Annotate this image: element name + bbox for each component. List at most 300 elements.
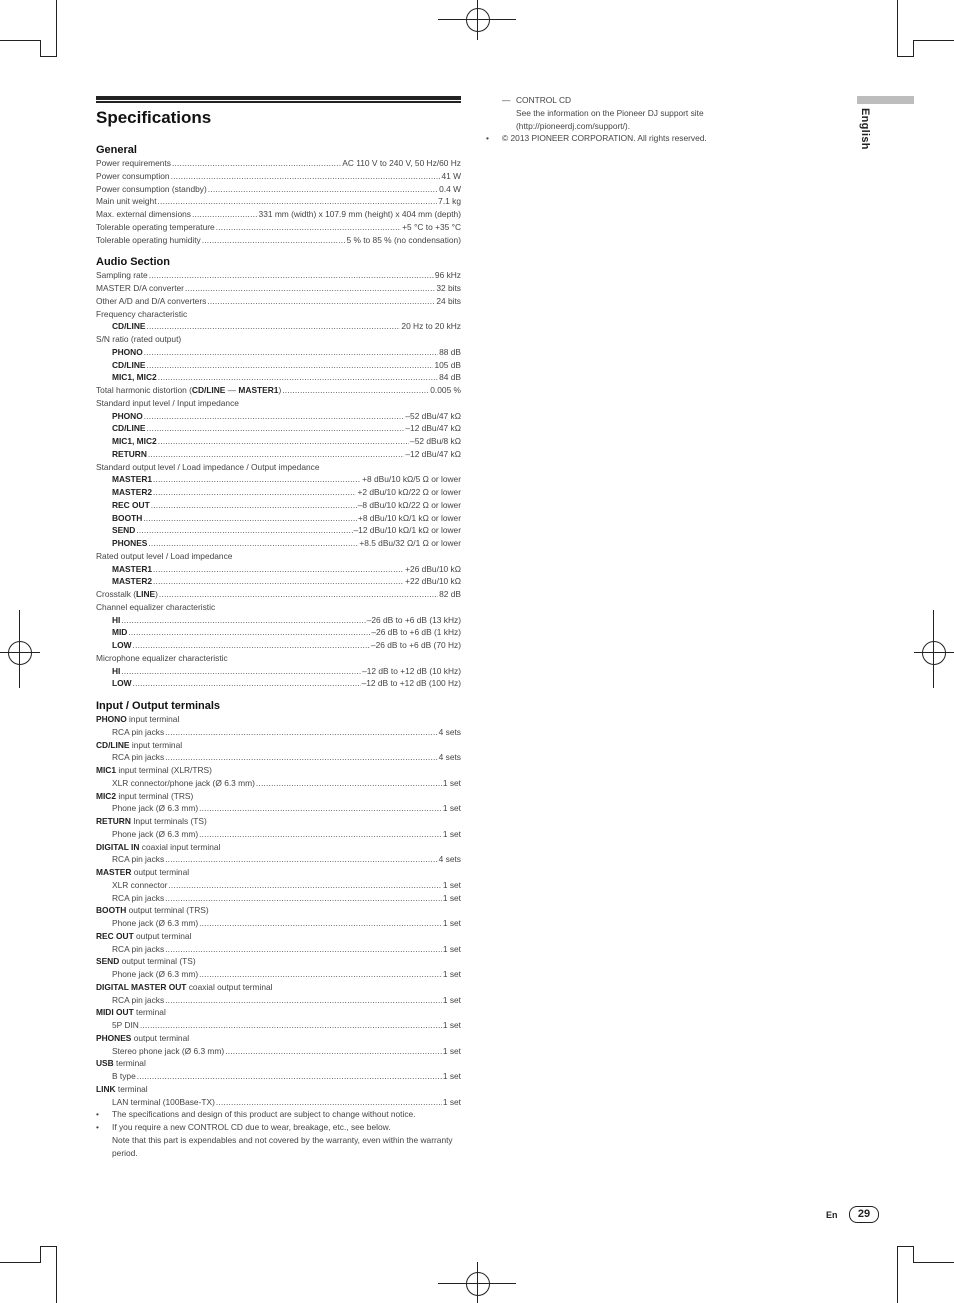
spec-row xyxy=(96,473,461,486)
spec-name: LINK xyxy=(96,1083,116,1094)
spec-label xyxy=(96,295,206,308)
spec-value: 0.005 % xyxy=(430,385,461,395)
leader-dots xyxy=(147,359,434,372)
terminal-label xyxy=(96,790,193,803)
spec-value: +2 dBu/10 kΩ/22 Ω or lower xyxy=(357,487,461,497)
spec-name: PHONO xyxy=(96,714,127,724)
spec-value: 96 kHz xyxy=(434,270,461,281)
spec-value: 1 set xyxy=(442,918,461,928)
spec-row xyxy=(96,320,461,333)
spec-text: LAN terminal (100Base-TX) xyxy=(112,1096,215,1107)
terminal-label xyxy=(96,1006,166,1019)
spec-text: Input terminals (TS) xyxy=(130,816,207,826)
spec-text: RCA pin jacks xyxy=(112,752,165,763)
spec-label xyxy=(112,677,132,690)
spec-text: input terminal xyxy=(129,739,183,750)
spec-label xyxy=(112,726,164,739)
spec-label xyxy=(112,665,120,678)
spec-name: MASTER1 xyxy=(112,474,153,485)
spec-value: –12 dBu/47 kΩ xyxy=(405,448,461,459)
terminal-label xyxy=(96,764,212,777)
spec-label xyxy=(96,183,207,196)
leader-dots xyxy=(143,512,357,525)
leader-dots xyxy=(151,499,357,512)
terminal-name xyxy=(96,841,461,854)
spec-name: REC OUT xyxy=(112,499,150,510)
spec-row xyxy=(96,221,461,234)
leader-dots xyxy=(202,234,346,247)
leader-dots xyxy=(144,346,438,359)
spec-label xyxy=(112,777,255,790)
spec-label xyxy=(96,170,170,183)
spec-row xyxy=(96,677,461,690)
leader-dots xyxy=(165,892,442,905)
spec-value: 32 bits xyxy=(436,283,461,293)
spec-row xyxy=(96,1045,461,1058)
spec-row xyxy=(96,157,461,170)
spec-value: AC 110 V to 240 V, 50 Hz/60 Hz xyxy=(342,158,461,168)
spec-row xyxy=(96,614,461,627)
general-spec-list xyxy=(96,157,461,246)
leader-dots xyxy=(207,295,435,308)
spec-name: BOOTH xyxy=(96,905,127,916)
spec-row xyxy=(96,777,461,790)
spec-label xyxy=(112,614,120,627)
spec-label xyxy=(112,626,127,639)
spec-value: +5 °C to +35 °C xyxy=(402,221,461,232)
spec-text: input terminal (TRS) xyxy=(116,790,194,801)
leader-dots xyxy=(147,422,405,435)
spec-text: output terminal (TRS) xyxy=(126,905,209,916)
note-item: • If you require a new CONTROL CD due to wear, breakage, etc., see below. Note that this part is expendables and not covered by the warranty, even within the warranty period. xyxy=(96,1122,453,1158)
spec-label xyxy=(112,994,164,1007)
spec-value: 7.1 kg xyxy=(438,196,461,207)
terminal-name xyxy=(96,815,461,828)
spec-text: terminal xyxy=(133,1007,166,1018)
spec-label-text: Rated output level / Load impedance xyxy=(96,550,233,561)
leader-dots xyxy=(137,1070,442,1083)
spec-text: coaxial output terminal xyxy=(186,981,273,992)
spec-value: +8.5 dBu/32 Ω/1 Ω or lower xyxy=(359,538,461,548)
spec-name: BOOTH xyxy=(112,512,143,523)
spec-text: Main unit weight xyxy=(96,196,157,207)
spec-row xyxy=(96,512,461,525)
spec-label-text: S/N ratio (rated output) xyxy=(96,334,182,344)
spec-name: SEND xyxy=(112,525,136,536)
terminal-name xyxy=(96,981,461,994)
spec-name: HI xyxy=(112,614,121,625)
spec-label xyxy=(96,588,158,601)
spec-row xyxy=(96,524,461,537)
leader-dots xyxy=(172,157,341,170)
spec-name: CD/LINE xyxy=(112,321,146,332)
spec-value: +26 dBu/10 kΩ xyxy=(405,563,461,574)
spec-label xyxy=(112,1045,224,1058)
spec-label xyxy=(112,575,152,588)
spec-label xyxy=(96,221,215,234)
spec-label xyxy=(112,1019,139,1032)
spec-label xyxy=(112,892,164,905)
spec-row xyxy=(96,208,461,221)
spec-label xyxy=(96,157,171,170)
spec-value: 4 sets xyxy=(438,726,461,737)
leader-dots xyxy=(133,677,361,690)
spec-value: 5 % to 85 % (no condensation) xyxy=(346,234,461,245)
language-label: English xyxy=(859,108,871,150)
spec-name: LINE xyxy=(136,589,156,599)
terminal-label xyxy=(96,1057,146,1070)
leader-dots xyxy=(165,751,438,764)
spec-name: MIC2 xyxy=(96,790,117,801)
spec-value: 88 dB xyxy=(439,346,461,357)
audio-spec-list xyxy=(96,269,461,690)
spec-name: PHONES xyxy=(112,538,148,548)
spec-value: 0.4 W xyxy=(439,183,461,194)
leader-dots xyxy=(216,1096,442,1109)
spec-text: RCA pin jacks xyxy=(112,943,165,954)
spec-label-text: Microphone equalizer characteristic xyxy=(96,652,228,663)
page-number: 29 xyxy=(849,1206,879,1223)
spec-value: 105 dB xyxy=(434,359,461,370)
leader-dots xyxy=(128,626,370,639)
spec-row xyxy=(96,384,461,397)
leader-dots xyxy=(158,195,438,208)
spec-value: 1 set xyxy=(442,1071,461,1081)
specifications-column xyxy=(96,96,461,1159)
leader-dots xyxy=(133,639,370,652)
support-url: (http://pioneerdj.com/support/). xyxy=(516,120,631,131)
spec-label xyxy=(112,968,198,981)
leader-dots xyxy=(199,917,442,930)
terminal-label xyxy=(96,815,207,828)
leader-dots xyxy=(256,777,442,790)
spec-name: CD/LINE xyxy=(96,739,130,750)
spec-row xyxy=(96,828,461,841)
spec-row xyxy=(96,943,461,956)
spec-label-text: Standard output level / Load impedance / Output impedance xyxy=(96,461,320,472)
spec-text: ) xyxy=(278,385,282,395)
spec-text: Tolerable operating humidity xyxy=(96,234,201,245)
spec-row xyxy=(96,994,461,1007)
terminal-name xyxy=(96,930,461,943)
general-heading: General xyxy=(96,144,137,156)
spec-label xyxy=(96,269,148,282)
spec-label xyxy=(112,1070,136,1083)
spec-label xyxy=(96,550,461,563)
leader-dots xyxy=(199,828,442,841)
spec-value: 4 sets xyxy=(438,752,461,763)
spec-label xyxy=(112,943,164,956)
spec-row xyxy=(96,892,461,905)
spec-name: LOW xyxy=(112,640,132,650)
leader-dots xyxy=(153,486,356,499)
leader-dots xyxy=(153,473,361,486)
spec-text: RCA pin jacks xyxy=(112,994,165,1005)
spec-row xyxy=(96,751,461,764)
spec-label xyxy=(96,397,461,410)
spec-text: Stereo phone jack (Ø 6.3 mm) xyxy=(112,1045,225,1056)
spec-text: Power consumption xyxy=(96,170,170,181)
leader-dots xyxy=(149,269,434,282)
language-tab xyxy=(857,96,914,104)
spec-row xyxy=(96,410,461,423)
spec-label xyxy=(112,828,198,841)
spec-label xyxy=(112,359,146,372)
spec-text: Phone jack (Ø 6.3 mm) xyxy=(112,803,199,814)
spec-label xyxy=(112,499,150,512)
spec-row xyxy=(96,917,461,930)
spec-row xyxy=(96,269,461,282)
support-info: See the information on the Pioneer DJ support site xyxy=(516,107,704,118)
spec-text: Tolerable operating temperature xyxy=(96,221,215,232)
terminal-name xyxy=(96,955,461,968)
spec-value: 1 set xyxy=(442,777,461,788)
spec-text: Phone jack (Ø 6.3 mm) xyxy=(112,969,199,979)
spec-row xyxy=(96,282,461,295)
spec-name: PHONO xyxy=(112,346,143,357)
spec-value: –26 dB to +6 dB (1 kHz) xyxy=(371,627,461,638)
spec-text: — xyxy=(225,385,239,395)
leader-dots xyxy=(159,588,438,601)
spec-text: terminal xyxy=(115,1083,148,1094)
spec-label xyxy=(112,853,164,866)
spec-name: RETURN xyxy=(112,448,147,459)
spec-value: 331 mm (width) x 107.9 mm (height) x 404 mm (depth) xyxy=(258,209,461,219)
spec-value: 1 set xyxy=(442,969,461,979)
leader-dots xyxy=(121,614,365,627)
spec-label xyxy=(112,410,143,423)
spec-label xyxy=(112,639,132,652)
spec-text: terminal xyxy=(113,1058,146,1069)
spec-label xyxy=(112,346,143,359)
spec-label xyxy=(112,802,198,815)
spec-value: 1 set xyxy=(442,1020,461,1030)
spec-row xyxy=(96,665,461,678)
terminal-label xyxy=(96,1032,189,1045)
spec-label xyxy=(96,333,461,346)
spec-value: –12 dB to +12 dB (100 Hz) xyxy=(361,678,461,689)
spec-name: RETURN xyxy=(96,816,131,826)
leader-dots xyxy=(208,183,438,196)
leader-dots xyxy=(185,282,435,295)
spec-value: –8 dBu/10 kΩ/22 Ω or lower xyxy=(357,499,461,510)
terminal-name xyxy=(96,1032,461,1045)
leader-dots xyxy=(148,537,358,550)
spec-name: MIDI OUT xyxy=(96,1007,134,1018)
spec-label xyxy=(112,524,135,537)
spec-value: 1 set xyxy=(442,828,461,839)
spec-row xyxy=(96,537,461,550)
spec-row xyxy=(96,234,461,247)
terminal-name xyxy=(96,764,461,777)
spec-label xyxy=(96,195,157,208)
spec-name: DIGITAL IN xyxy=(96,841,140,852)
spec-value: –52 dBu/47 kΩ xyxy=(405,410,461,421)
leader-dots xyxy=(171,170,441,183)
control-cd-item: — CONTROL CD xyxy=(502,95,572,105)
spec-name: MIC1 xyxy=(96,765,117,775)
spec-row xyxy=(96,853,461,866)
spec-text: Other A/D and D/A converters xyxy=(96,295,207,306)
terminal-name xyxy=(96,713,461,726)
spec-row xyxy=(96,435,461,448)
leader-dots xyxy=(153,563,404,576)
leader-dots xyxy=(147,320,401,333)
title-rule xyxy=(96,96,461,101)
spec-name: PHONO xyxy=(112,410,143,421)
leader-dots xyxy=(165,994,442,1007)
spec-row xyxy=(96,371,461,384)
spec-row xyxy=(96,499,461,512)
spec-text: 5P DIN xyxy=(112,1020,139,1030)
spec-name: MASTER1 xyxy=(238,385,279,395)
spec-name: MASTER2 xyxy=(112,487,153,497)
leader-dots xyxy=(153,575,404,588)
spec-text: RCA pin jacks xyxy=(112,726,165,737)
spec-text: Max. external dimensions xyxy=(96,209,191,219)
spec-value: 1 set xyxy=(442,879,461,890)
terminal-label xyxy=(96,866,189,879)
spec-label xyxy=(112,917,198,930)
spec-label xyxy=(112,751,164,764)
spec-name: SEND xyxy=(96,956,120,967)
spec-row xyxy=(96,170,461,183)
spec-row xyxy=(96,588,461,601)
spec-text: output terminal xyxy=(131,1032,190,1043)
leader-dots xyxy=(165,853,438,866)
spec-label xyxy=(112,320,146,333)
spec-row xyxy=(96,1096,461,1109)
spec-text: input terminal (XLR/TRS) xyxy=(116,765,212,775)
spec-label xyxy=(96,384,281,397)
spec-label xyxy=(96,461,461,474)
spec-text: output terminal (TS) xyxy=(119,956,196,967)
spec-row xyxy=(96,422,461,435)
spec-value: +8 dBu/10 kΩ/1 kΩ or lower xyxy=(357,512,461,523)
leader-dots xyxy=(225,1045,442,1058)
spec-text: coaxial input terminal xyxy=(139,841,221,852)
terminal-name xyxy=(96,739,461,752)
spec-row xyxy=(96,879,461,892)
leader-dots xyxy=(136,524,352,537)
spec-name: PHONES xyxy=(96,1032,132,1043)
spec-text: Total harmonic distortion ( xyxy=(96,385,192,395)
terminal-label xyxy=(96,904,209,917)
spec-text: RCA pin jacks xyxy=(112,892,165,903)
spec-value: 4 sets xyxy=(438,854,461,865)
spec-text: XLR connector/phone jack (Ø 6.3 mm) xyxy=(112,777,255,788)
spec-text: B type xyxy=(112,1071,136,1081)
leader-dots xyxy=(158,371,438,384)
leader-dots xyxy=(282,384,429,397)
terminal-name xyxy=(96,1083,461,1096)
spec-text: RCA pin jacks xyxy=(112,854,165,865)
leader-dots xyxy=(199,968,442,981)
note-item: • The specifications and design of this product are subject to change without notice. xyxy=(96,1109,416,1120)
spec-row xyxy=(96,183,461,196)
leader-dots xyxy=(144,410,405,423)
spec-text: Power requirements xyxy=(96,158,171,168)
leader-dots xyxy=(121,665,361,678)
spec-name: CD/LINE xyxy=(191,385,226,395)
spec-value: 1 set xyxy=(442,892,461,903)
copyright: • © 2013 PIONEER CORPORATION. All rights reserved. xyxy=(486,133,707,144)
io-heading: Input / Output terminals xyxy=(96,700,221,712)
spec-name: MASTER xyxy=(96,867,132,877)
spec-value: –26 dB to +6 dB (13 kHz) xyxy=(366,614,461,625)
spec-row xyxy=(96,1070,461,1083)
spec-text: Sampling rate xyxy=(96,270,148,281)
spec-label xyxy=(112,1096,215,1109)
spec-text: Phone jack (Ø 6.3 mm) xyxy=(112,828,199,839)
leader-dots xyxy=(192,208,258,221)
spec-label-text: Frequency characteristic xyxy=(96,308,188,319)
spec-name: CD/LINE xyxy=(112,359,146,370)
spec-label xyxy=(112,563,152,576)
spec-name: LOW xyxy=(112,678,132,689)
spec-text: Phone jack (Ø 6.3 mm) xyxy=(112,918,199,928)
right-column xyxy=(486,94,746,145)
terminal-label xyxy=(96,955,196,968)
spec-value: 82 dB xyxy=(439,589,461,599)
io-spec-list xyxy=(96,713,461,1108)
spec-value: –52 dBu/8 kΩ xyxy=(410,436,461,446)
leader-dots xyxy=(158,435,409,448)
spec-row xyxy=(96,486,461,499)
terminal-name xyxy=(96,866,461,879)
spec-row xyxy=(96,346,461,359)
leader-dots xyxy=(199,802,442,815)
terminal-label xyxy=(96,981,273,994)
spec-row xyxy=(96,359,461,372)
terminal-label xyxy=(96,1083,148,1096)
leader-dots xyxy=(140,1019,442,1032)
spec-name: DIGITAL MASTER OUT xyxy=(96,981,187,992)
spec-value: +8 dBu/10 kΩ/5 Ω or lower xyxy=(362,474,461,485)
spec-text: MASTER D/A converter xyxy=(96,283,184,293)
spec-label xyxy=(112,473,152,486)
spec-name: HI xyxy=(112,665,121,676)
spec-value: 1 set xyxy=(442,994,461,1005)
spec-row xyxy=(96,195,461,208)
spec-text: XLR connector xyxy=(112,879,168,890)
spec-name: MASTER1 xyxy=(112,563,153,574)
spec-text: Power consumption (standby) xyxy=(96,183,207,194)
leader-dots xyxy=(168,879,441,892)
spec-name: USB xyxy=(96,1058,114,1069)
spec-value: 1 set xyxy=(442,1096,461,1107)
spec-label xyxy=(112,486,152,499)
spec-row xyxy=(96,563,461,576)
spec-text: ) xyxy=(155,589,158,599)
spec-value: 1 set xyxy=(442,943,461,954)
spec-name: CD/LINE xyxy=(112,423,146,434)
spec-value: –12 dBu/10 kΩ/1 kΩ or lower xyxy=(353,525,461,536)
terminal-label xyxy=(96,930,191,943)
spec-row xyxy=(96,448,461,461)
spec-label xyxy=(96,308,461,321)
spec-row xyxy=(96,1019,461,1032)
spec-label xyxy=(112,422,146,435)
spec-label-text: Standard input level / Input impedance xyxy=(96,397,239,408)
spec-label xyxy=(96,234,201,247)
spec-label xyxy=(112,512,142,525)
spec-value: 24 bits xyxy=(436,295,461,306)
spec-label xyxy=(112,371,157,384)
spec-label xyxy=(112,537,147,550)
leader-dots xyxy=(216,221,401,234)
spec-value: 1 set xyxy=(442,803,461,814)
